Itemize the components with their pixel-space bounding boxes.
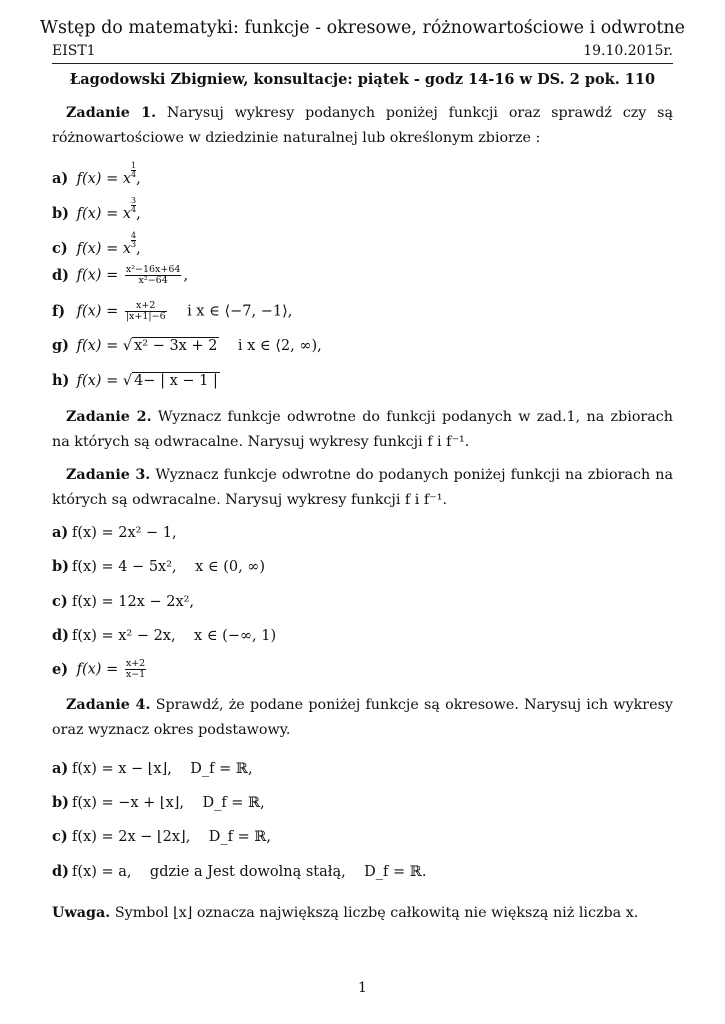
task3-text: Wyznacz funkcje odwrotne do podanych poniżej funkcji na zbiorach na których są odwracalne. Narysuj wykresy funkcji f i f⁻¹.: [52, 467, 673, 508]
task1-item-g: g) f(x) = √ x² − 3x + 2 i x ∈ ⟨2, ∞),: [52, 337, 322, 354]
task3-item-b: b) f(x) = 4 − 5x², x ∈ (0, ∞): [52, 558, 266, 575]
task4-item-b: b) f(x) = −x + ⌊x⌋, D_f = ℝ,: [52, 794, 265, 811]
header-rule: [52, 63, 673, 64]
note-paragraph: [52, 901, 673, 926]
document-title: Wstęp do matematyki: funkcje - okresowe, różnowartościowe i odwrotne: [39, 18, 686, 38]
task1-item-d: d) f(x) = $\frac{\text{x²−16x+64}}{\text{x²−64}}$ ,: [52, 264, 189, 286]
task3-item-e: e) f(x) = $\frac{x+2}{x-1}$: [52, 658, 146, 680]
task1-item-f: f) f(x) = $\frac{x+2}{|x+1|-6}$ i x ∈ ⟨−7, −1⟩,: [52, 300, 293, 322]
document-date: 19.10.2015r.: [583, 43, 673, 59]
task2-paragraph: [52, 405, 673, 455]
task3-item-d: d) f(x) = x² − 2x, x ∈ (−∞, 1): [52, 627, 277, 644]
task4-title: Zadanie 4.: [66, 697, 151, 713]
page-number: 1: [358, 980, 367, 996]
task1-item-c: c) f(x) = x $\frac{4}{3}$ ,: [52, 231, 141, 257]
task1-item-b: b) f(x) = x $\frac{3}{4}$ ,: [52, 196, 141, 222]
task4-text: Sprawdź, że podane poniżej funkcje są okresowe. Narysuj ich wykresy oraz wyznacz okres podstawowy.: [52, 697, 673, 738]
task1-item-h: h) f(x) = √ 4− | x − 1 |: [52, 372, 218, 389]
note-text: Symbol ⌊x⌋ oznacza największą liczbę całkowitą nie większą niż liczba x.: [114, 905, 639, 921]
course-code: EIST1: [52, 43, 96, 59]
task4-item-c: c) f(x) = 2x − ⌊2x⌋, D_f = ℝ,: [52, 828, 272, 845]
task3-title: Zadanie 3.: [66, 467, 151, 483]
task4-item-a: a) f(x) = x − ⌊x⌋, D_f = ℝ,: [52, 760, 253, 777]
task4-item-d: d) f(x) = a, gdzie a Jest dowolną stałą, D_f = ℝ.: [52, 863, 427, 880]
task3-item-c: c) f(x) = 12x − 2x²,: [52, 593, 195, 610]
task1-title: Zadanie 1.: [66, 105, 157, 121]
lecturer-info: Łagodowski Zbigniew, konsultacje: piątek - godz 14-16 w DS. 2 pok. 110: [69, 71, 656, 88]
task4-paragraph: [52, 693, 673, 743]
task1-item-a: a) f(x) = x $\frac{1}{4}$ ,: [52, 161, 141, 187]
task1-paragraph: [52, 101, 673, 151]
note-title: Uwaga.: [52, 905, 111, 921]
task2-title: Zadanie 2.: [66, 409, 152, 425]
task3-paragraph: [52, 463, 673, 513]
task1-text: Narysuj wykresy podanych poniżej funkcji oraz sprawdź czy są różnowartościowe w dziedzinie naturalnej lub określonym zbiorze :: [52, 105, 673, 146]
task2-text: Wyznacz funkcje odwrotne do funkcji podanych w zad.1, na zbiorach na których są odwracalne. Narysuj wykresy funkcji f i f⁻¹.: [52, 409, 673, 450]
task3-item-a: a) f(x) = 2x² − 1,: [52, 524, 177, 541]
